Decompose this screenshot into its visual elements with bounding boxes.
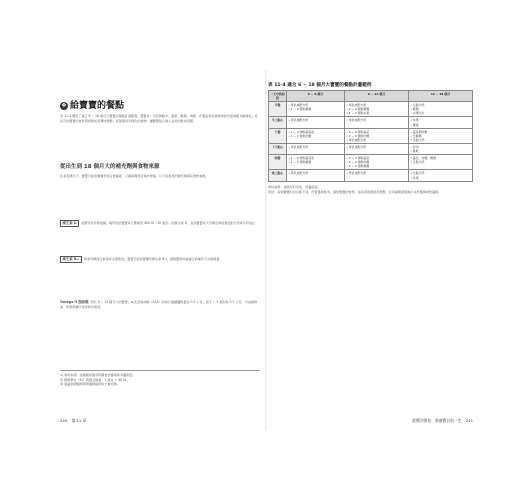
table-row [269,155,473,170]
row-time-cell: 早上點心 [269,117,287,128]
footnote: 1) 資料來源：美國國家醫學院膳食營養素參考攝取量。 [60,373,136,377]
row-time-cell: 下午點心 [269,143,287,154]
cell-12-18-months: • 起司 • 餅乾 [409,143,473,154]
table-row [269,117,473,128]
header-12-18-months: 12 ~ 18 個月 [409,91,473,102]
cell-6-8-months: • 1 ~ 4 湯匙蔬菜泥 • 1 ~ 2 湯匙穀類 [287,155,345,170]
vitamin-d-label: 維生素 D [60,220,79,227]
footnote: 2) 國際單位（IU）與微克換算：1 微克 = 40 IU。 [60,377,130,382]
cell-12-18-months: • 蔬菜與肉類 • 全穀類 • 全脂牛奶 [409,128,473,143]
section-title [60,98,124,111]
cell-12-18-months: • 蔬菜、肉類、穀類 • 全脂牛奶 [409,155,473,170]
footnote-rule [60,370,260,371]
cell-9-12-months: • 2 ~ 4 湯匙蔬菜 • 2 ~ 4 湯匙肉類 • 母乳或配方奶 [345,128,409,143]
right-footer [412,418,473,424]
row-time-cell: 早餐 [269,102,287,117]
section-bullet-icon: ❖ [61,102,67,109]
row-time-cell: 晚上點心 [269,170,287,181]
cell-9-12-months: • 母乳或配方奶 [345,117,409,128]
table-note: 資料來源：美國兒科學會，營養指南。 [268,185,321,189]
row-time-cell: 午餐 [269,128,287,143]
table-notes [268,185,472,194]
cell-6-8-months: • 1 ~ 4 湯匙蔬菜泥 • 1 ~ 2 湯匙肉類 [287,128,345,143]
subheading: 從出生到 18 個月大的補充劑與食物來源 [60,164,160,170]
cell-9-12-months: • 2 ~ 4 湯匙蔬菜 • 2 ~ 4 湯匙肉類 • 1 ~ 2 湯匙穀類 [345,155,409,170]
book-gutter [265,70,267,430]
cell-9-12-months: • 母乳或配方奶 • 2 ~ 4 湯匙穀類 • 1 ~ 2 湯匙水果 [345,102,409,117]
footnote: 3) 建議諮詢醫師或營養師後再給予補充劑。 [60,382,120,387]
cell-9-12-months: • 母乳或配方奶 [345,143,409,154]
cell-6-8-months: • 母乳或配方奶 [287,117,345,128]
left-footer [60,418,86,424]
vitamin-d-text: 美國兒科學會建議，喝母乳的寶寶每天應補充 400 IU（10 微克）的維生素 D，直到寶寶每天可喝足夠的強化配方奶或牛奶為止。 [81,221,259,225]
footnotes [60,373,260,387]
omega3-label: Omega-3 脂肪酸 [60,300,89,304]
right-folio: 241 [465,418,473,423]
left-page [60,70,265,430]
section-title-text: 給寶寶的餐點 [70,101,125,111]
row-time-cell: 晚餐 [269,155,287,170]
left-running-head: 第 11 章 [71,418,87,423]
right-page [268,70,473,430]
meal-plan-table [268,90,473,182]
table-header-row [269,91,473,102]
table-row [269,128,473,143]
intro-paragraph: 表 11-4 概述了適合 6 ~ 18 個月大寶寶的餐點計畫範例。寶寶在一天的餐點中，蔬果、穀類、肉類、乳製品等各類食物的份量會隨月齡增加，家長可依寶寶的食慾與發展狀況彈性調整。每餐提供多樣化的食物，讓寶寶從小建立良好的飲食習慣。 [60,114,258,123]
table-title: 表 11-4 適合 6 ~ 18 個月大寶寶的餐點計畫範例 [268,83,372,88]
vitamin-d-paragraph [60,220,260,227]
cell-12-18-months: • 全脂牛奶 • 水果 [409,170,473,181]
omega3-text: 對於 6 ~ 12 個月大的寶寶，α-次亞麻油酸（ALA）的每日建議攝取量為 0.5 公克，而 1 ~ 3 歲則為 0.7 公克，可由植物油、堅果與種子等食物中取得。 [60,300,258,309]
vitamin-b12-paragraph [60,256,260,263]
table-row [269,170,473,181]
left-folio: 240 [60,418,68,423]
table-row [269,102,473,117]
cell-12-18-months: • 水果 • 優格 [409,117,473,128]
right-running-head: 從懷孕開始：營養寶貝的一生 [412,418,462,423]
sub-intro-paragraph: 在某些情況下，寶寶可能需要補充特定營養素，以確保獲得足夠的營養。以下是常見的補充劑與其食物來源。 [60,174,209,178]
omega3-paragraph [60,300,260,309]
table-row [269,143,473,154]
table-note: 附註：每個寶寶的需求都不同，份量僅供參考。請依寶寶的食慾、成長與發展狀況調整，若有疑問請諮詢小兒科醫師或營養師。 [268,189,442,194]
cell-9-12-months: • 母乳或配方奶 [345,170,409,181]
header-9-12-months: 9 ~ 12 個月 [345,91,409,102]
vitamin-b12-label: 維生素 B₁₂ [60,256,82,263]
header-time: 一天中的時段 [270,92,285,101]
cell-12-18-months: • 全脂牛奶 • 穀類 • 水果切片 [409,102,473,117]
cell-6-8-months: • 母乳或配方奶 [287,170,345,181]
cell-6-8-months: • 母乳或配方奶 [287,143,345,154]
vitamin-b12-text: 如果母親採行素食或全素飲食，寶寶可能需要補充維生素 B₁₂，請與醫師討論適合的補充方式與劑量。 [83,257,223,261]
header-6-8-months: 6 ~ 8 個月 [287,91,345,102]
cell-6-8-months: • 母乳或配方奶 • 1 ~ 2 湯匙穀類 [287,102,345,117]
